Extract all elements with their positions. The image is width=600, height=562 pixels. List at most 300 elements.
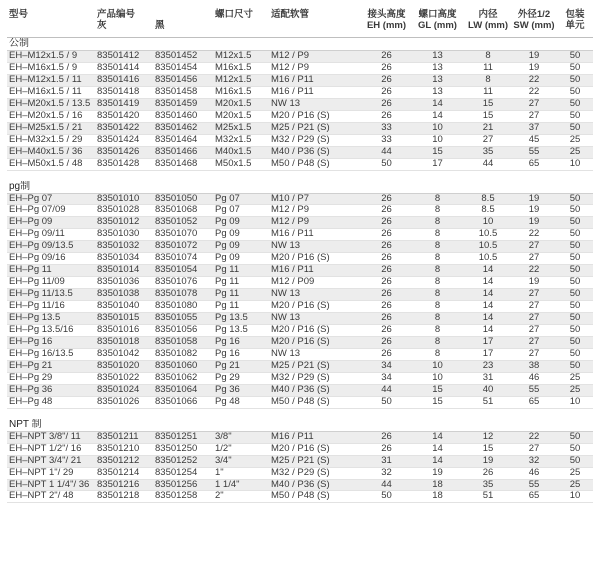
cell-hose: M50 / P48 (S) xyxy=(269,396,361,408)
header-code-grey: 产品编号 灰 xyxy=(97,9,136,31)
cell-lw: 23 xyxy=(463,360,511,372)
cell-sw: 55 xyxy=(511,384,555,396)
table-row xyxy=(7,372,593,384)
cell-thread: Pg 11 xyxy=(213,289,269,301)
cell-hose: M50 / P48 (S) xyxy=(269,158,361,170)
cell-hose: M12 / P09 xyxy=(269,277,361,289)
cell-eh: 26 xyxy=(361,289,410,301)
cell-pack: 50 xyxy=(555,336,593,348)
cell-gl: 17 xyxy=(410,158,463,170)
cell-eh: 26 xyxy=(361,229,410,241)
cell-thread: Pg 09 xyxy=(213,253,269,265)
cell-hose: NW 13 xyxy=(269,348,361,360)
cell-lw: 8 xyxy=(463,51,511,63)
cell-hose: M12 / P9 xyxy=(269,205,361,217)
cell-code-black: 83501072 xyxy=(153,241,213,253)
cell-eh: 26 xyxy=(361,193,410,205)
cell-sw: 19 xyxy=(511,62,555,74)
cell-lw: 10.5 xyxy=(463,241,511,253)
cell-lw: 31 xyxy=(463,372,511,384)
table-row xyxy=(7,122,593,134)
table-row xyxy=(7,348,593,360)
cell-code-grey: 83501015 xyxy=(95,313,153,325)
cell-lw: 17 xyxy=(463,336,511,348)
cell-lw: 8.5 xyxy=(463,193,511,205)
cell-code-grey: 83501036 xyxy=(95,277,153,289)
cell-lw: 21 xyxy=(463,122,511,134)
cell-eh: 26 xyxy=(361,74,410,86)
cell-model: EH–M32x1.5 / 29 xyxy=(7,134,95,146)
cell-model: EH–Pg 11/16 xyxy=(7,301,95,313)
cell-sw: 22 xyxy=(511,265,555,277)
cell-code-black: 83501052 xyxy=(153,217,213,229)
cell-lw: 10 xyxy=(463,217,511,229)
cell-thread: 3/8" xyxy=(213,431,269,443)
cell-model: EH–Pg 09/13.5 xyxy=(7,241,95,253)
cell-lw: 11 xyxy=(463,62,511,74)
cell-code-black: 83501050 xyxy=(153,193,213,205)
cell-sw: 38 xyxy=(511,360,555,372)
cell-gl: 15 xyxy=(410,146,463,158)
cell-sw: 22 xyxy=(511,229,555,241)
cell-eh: 26 xyxy=(361,301,410,313)
cell-hose: M20 / P16 (S) xyxy=(269,443,361,455)
cell-sw: 46 xyxy=(511,372,555,384)
spacer-cell xyxy=(7,170,593,181)
cell-thread: Pg 48 xyxy=(213,396,269,408)
cell-code-grey: 83501042 xyxy=(95,348,153,360)
cell-pack: 25 xyxy=(555,384,593,396)
cell-code-grey: 83501212 xyxy=(95,455,153,467)
cell-code-grey: 83501018 xyxy=(95,336,153,348)
cell-hose: M12 / P9 xyxy=(269,217,361,229)
cell-gl: 8 xyxy=(410,217,463,229)
cell-eh: 26 xyxy=(361,86,410,98)
cell-pack: 50 xyxy=(555,193,593,205)
cell-lw: 51 xyxy=(463,491,511,503)
cell-thread: M20x1.5 xyxy=(213,98,269,110)
cell-thread: Pg 36 xyxy=(213,384,269,396)
cell-thread: Pg 11 xyxy=(213,277,269,289)
cell-code-black: 83501062 xyxy=(153,372,213,384)
cell-code-grey: 83501024 xyxy=(95,384,153,396)
cell-thread: Pg 16 xyxy=(213,336,269,348)
cell-lw: 11 xyxy=(463,86,511,98)
cell-hose: M32 / P29 (S) xyxy=(269,134,361,146)
cell-lw: 17 xyxy=(463,348,511,360)
cell-eh: 32 xyxy=(361,467,410,479)
cell-pack: 10 xyxy=(555,491,593,503)
cell-code-black: 83501066 xyxy=(153,396,213,408)
table-row xyxy=(7,289,593,301)
cell-model: EH–M40x1.5 / 36 xyxy=(7,146,95,158)
cell-pack: 50 xyxy=(555,241,593,253)
cell-thread: Pg 09 xyxy=(213,241,269,253)
cell-lw: 15 xyxy=(463,443,511,455)
cell-hose: M40 / P36 (S) xyxy=(269,384,361,396)
section-title: NPT 制 xyxy=(7,419,593,432)
cell-hose: M16 / P11 xyxy=(269,265,361,277)
cell-sw: 27 xyxy=(511,443,555,455)
cell-model: EH–Pg 36 xyxy=(7,384,95,396)
cell-eh: 34 xyxy=(361,372,410,384)
section-title: pg制 xyxy=(7,181,593,194)
cell-code-grey: 83501211 xyxy=(95,431,153,443)
cell-code-black: 83501080 xyxy=(153,301,213,313)
cell-sw: 55 xyxy=(511,479,555,491)
cell-gl: 8 xyxy=(410,205,463,217)
cell-pack: 50 xyxy=(555,229,593,241)
cell-gl: 10 xyxy=(410,134,463,146)
cell-eh: 26 xyxy=(361,51,410,63)
cell-hose: NW 13 xyxy=(269,241,361,253)
cell-pack: 50 xyxy=(555,62,593,74)
cell-model: EH–M20x1.5 / 16 xyxy=(7,110,95,122)
cell-model: EH–Pg 09/11 xyxy=(7,229,95,241)
table-row xyxy=(7,74,593,86)
cell-code-grey: 83501428 xyxy=(95,158,153,170)
cell-sw: 65 xyxy=(511,491,555,503)
table-row xyxy=(7,62,593,74)
cell-eh: 26 xyxy=(361,325,410,337)
cell-thread: Pg 09 xyxy=(213,217,269,229)
cell-hose: M16 / P11 xyxy=(269,229,361,241)
cell-hose: M25 / P21 (S) xyxy=(269,122,361,134)
cell-model: EH–NPT 3/8"/ 11 xyxy=(7,431,95,443)
table-row xyxy=(7,265,593,277)
table-row xyxy=(7,134,593,146)
cell-code-grey: 83501012 xyxy=(95,217,153,229)
cell-code-black: 83501462 xyxy=(153,122,213,134)
cell-code-grey: 83501214 xyxy=(95,467,153,479)
cell-eh: 26 xyxy=(361,431,410,443)
table-row xyxy=(7,193,593,205)
cell-gl: 14 xyxy=(410,443,463,455)
cell-model: EH–NPT 1"/ 29 xyxy=(7,467,95,479)
cell-sw: 19 xyxy=(511,277,555,289)
cell-code-grey: 83501218 xyxy=(95,491,153,503)
cell-hose: M20 / P16 (S) xyxy=(269,336,361,348)
table-row xyxy=(7,146,593,158)
table-row xyxy=(7,301,593,313)
cell-code-grey: 83501412 xyxy=(95,51,153,63)
cell-model: EH–M25x1.5 / 21 xyxy=(7,122,95,134)
cell-model: EH–Pg 11/09 xyxy=(7,277,95,289)
cell-code-black: 83501452 xyxy=(153,51,213,63)
cell-sw: 27 xyxy=(511,348,555,360)
cell-sw: 32 xyxy=(511,455,555,467)
cell-code-black: 83501078 xyxy=(153,289,213,301)
cell-eh: 50 xyxy=(361,491,410,503)
cell-hose: NW 13 xyxy=(269,289,361,301)
table-row xyxy=(7,217,593,229)
cell-code-black: 83501464 xyxy=(153,134,213,146)
cell-thread: M50x1.5 xyxy=(213,158,269,170)
cell-sw: 22 xyxy=(511,74,555,86)
cell-pack: 50 xyxy=(555,51,593,63)
cell-code-black: 83501076 xyxy=(153,277,213,289)
cell-model: EH–Pg 48 xyxy=(7,396,95,408)
cell-code-grey: 83501418 xyxy=(95,86,153,98)
cell-pack: 25 xyxy=(555,479,593,491)
cell-model: EH–M50x1.5 / 48 xyxy=(7,158,95,170)
cell-thread: M16x1.5 xyxy=(213,62,269,74)
spacer-cell xyxy=(7,408,593,419)
cell-pack: 50 xyxy=(555,455,593,467)
cell-lw: 14 xyxy=(463,325,511,337)
cell-model: EH–NPT 2"/ 48 xyxy=(7,491,95,503)
cell-gl: 8 xyxy=(410,336,463,348)
cell-hose: M16 / P11 xyxy=(269,431,361,443)
cell-gl: 19 xyxy=(410,467,463,479)
cell-code-grey: 83501424 xyxy=(95,134,153,146)
cell-code-black: 83501466 xyxy=(153,146,213,158)
cell-gl: 8 xyxy=(410,313,463,325)
header-eh: 接头高度 EH (mm) xyxy=(366,9,407,31)
cell-code-black: 83501250 xyxy=(153,443,213,455)
cell-pack: 50 xyxy=(555,348,593,360)
table-row xyxy=(7,479,593,491)
cell-hose: M12 / P9 xyxy=(269,51,361,63)
cell-sw: 27 xyxy=(511,241,555,253)
table-row xyxy=(7,205,593,217)
cell-model: EH–NPT 1 1/4"/ 36 xyxy=(7,479,95,491)
cell-gl: 14 xyxy=(410,98,463,110)
cell-pack: 50 xyxy=(555,110,593,122)
cell-model: EH–Pg 09 xyxy=(7,217,95,229)
cell-sw: 19 xyxy=(511,217,555,229)
cell-code-grey: 83501014 xyxy=(95,265,153,277)
cell-hose: M40 / P36 (S) xyxy=(269,479,361,491)
header-model: 型号 xyxy=(9,9,29,20)
cell-sw: 65 xyxy=(511,396,555,408)
cell-lw: 35 xyxy=(463,479,511,491)
table-row xyxy=(7,229,593,241)
cell-thread: M20x1.5 xyxy=(213,110,269,122)
cell-eh: 44 xyxy=(361,146,410,158)
cell-lw: 10.5 xyxy=(463,253,511,265)
cell-thread: Pg 07 xyxy=(213,205,269,217)
cell-sw: 27 xyxy=(511,336,555,348)
cell-gl: 8 xyxy=(410,348,463,360)
cell-hose: M25 / P21 (S) xyxy=(269,360,361,372)
cell-pack: 10 xyxy=(555,158,593,170)
cell-sw: 22 xyxy=(511,86,555,98)
cell-gl: 14 xyxy=(410,110,463,122)
cell-thread: 2" xyxy=(213,491,269,503)
cell-code-black: 83501456 xyxy=(153,74,213,86)
cell-code-black: 83501454 xyxy=(153,62,213,74)
cell-sw: 55 xyxy=(511,146,555,158)
cell-sw: 46 xyxy=(511,467,555,479)
cell-lw: 15 xyxy=(463,98,511,110)
cell-code-black: 83501082 xyxy=(153,348,213,360)
cell-eh: 26 xyxy=(361,265,410,277)
cell-thread: 1 1/4" xyxy=(213,479,269,491)
cell-pack: 50 xyxy=(555,98,593,110)
cell-lw: 15 xyxy=(463,110,511,122)
cell-hose: M10 / P7 xyxy=(269,193,361,205)
table-row xyxy=(7,384,593,396)
cell-gl: 18 xyxy=(410,491,463,503)
section-header-row xyxy=(7,419,593,432)
cell-eh: 26 xyxy=(361,241,410,253)
cell-lw: 51 xyxy=(463,396,511,408)
cell-model: EH–M12x1.5 / 9 xyxy=(7,51,95,63)
cell-pack: 50 xyxy=(555,301,593,313)
cell-thread: 1" xyxy=(213,467,269,479)
cell-hose: M25 / P21 (S) xyxy=(269,455,361,467)
cell-code-grey: 83501022 xyxy=(95,372,153,384)
cell-code-grey: 83501210 xyxy=(95,443,153,455)
cell-sw: 22 xyxy=(511,431,555,443)
cell-eh: 26 xyxy=(361,336,410,348)
table-row xyxy=(7,325,593,337)
cell-lw: 44 xyxy=(463,158,511,170)
cell-thread: Pg 11 xyxy=(213,301,269,313)
cell-thread: Pg 16 xyxy=(213,348,269,360)
cell-code-black: 83501458 xyxy=(153,86,213,98)
cell-thread: M12x1.5 xyxy=(213,51,269,63)
header-lw: 内径 LW (mm) xyxy=(467,9,509,31)
cell-gl: 8 xyxy=(410,193,463,205)
cell-hose: M32 / P29 (S) xyxy=(269,467,361,479)
cell-model: EH–Pg 07/09 xyxy=(7,205,95,217)
cell-code-black: 83501068 xyxy=(153,205,213,217)
cell-thread: M32x1.5 xyxy=(213,134,269,146)
cell-hose: NW 13 xyxy=(269,313,361,325)
cell-thread: 1/2" xyxy=(213,443,269,455)
cell-pack: 50 xyxy=(555,122,593,134)
cell-code-black: 83501251 xyxy=(153,431,213,443)
cell-code-grey: 83501414 xyxy=(95,62,153,74)
cell-thread: Pg 21 xyxy=(213,360,269,372)
cell-sw: 19 xyxy=(511,51,555,63)
cell-model: EH–Pg 21 xyxy=(7,360,95,372)
table-row xyxy=(7,86,593,98)
cell-code-grey: 83501419 xyxy=(95,98,153,110)
cell-code-grey: 83501422 xyxy=(95,122,153,134)
spec-table xyxy=(7,8,593,503)
cell-sw: 65 xyxy=(511,158,555,170)
cell-eh: 34 xyxy=(361,360,410,372)
cell-gl: 15 xyxy=(410,384,463,396)
cell-model: EH–Pg 13.5/16 xyxy=(7,325,95,337)
cell-gl: 8 xyxy=(410,229,463,241)
cell-sw: 19 xyxy=(511,205,555,217)
cell-gl: 13 xyxy=(410,86,463,98)
cell-hose: M20 / P16 (S) xyxy=(269,110,361,122)
cell-lw: 26 xyxy=(463,467,511,479)
cell-model: EH–M12x1.5 / 11 xyxy=(7,74,95,86)
cell-model: EH–M16x1.5 / 11 xyxy=(7,86,95,98)
cell-pack: 50 xyxy=(555,443,593,455)
cell-code-black: 83501055 xyxy=(153,313,213,325)
cell-gl: 8 xyxy=(410,325,463,337)
cell-model: EH–Pg 09/16 xyxy=(7,253,95,265)
cell-lw: 27 xyxy=(463,134,511,146)
cell-thread: Pg 29 xyxy=(213,372,269,384)
header-row xyxy=(7,8,593,38)
cell-eh: 26 xyxy=(361,110,410,122)
cell-eh: 26 xyxy=(361,98,410,110)
table-row xyxy=(7,241,593,253)
cell-pack: 50 xyxy=(555,277,593,289)
section-title: 公制 xyxy=(7,38,593,51)
cell-lw: 35 xyxy=(463,146,511,158)
cell-lw: 14 xyxy=(463,265,511,277)
cell-sw: 19 xyxy=(511,193,555,205)
cell-eh: 33 xyxy=(361,122,410,134)
cell-sw: 27 xyxy=(511,301,555,313)
cell-eh: 26 xyxy=(361,205,410,217)
cell-code-black: 83501064 xyxy=(153,384,213,396)
cell-code-grey: 83501020 xyxy=(95,360,153,372)
cell-thread: M25x1.5 xyxy=(213,122,269,134)
cell-gl: 8 xyxy=(410,301,463,313)
cell-sw: 27 xyxy=(511,289,555,301)
cell-eh: 33 xyxy=(361,134,410,146)
cell-code-black: 83501070 xyxy=(153,229,213,241)
cell-gl: 15 xyxy=(410,396,463,408)
section-spacer xyxy=(7,408,593,419)
cell-code-grey: 83501030 xyxy=(95,229,153,241)
cell-lw: 10.5 xyxy=(463,229,511,241)
cell-pack: 50 xyxy=(555,313,593,325)
cell-model: EH–M16x1.5 / 9 xyxy=(7,62,95,74)
cell-code-grey: 83501016 xyxy=(95,325,153,337)
cell-eh: 26 xyxy=(361,313,410,325)
table-row xyxy=(7,455,593,467)
cell-code-grey: 83501010 xyxy=(95,193,153,205)
cell-lw: 8.5 xyxy=(463,205,511,217)
cell-eh: 26 xyxy=(361,443,410,455)
cell-hose: M16 / P11 xyxy=(269,74,361,86)
cell-lw: 14 xyxy=(463,277,511,289)
section-header-row xyxy=(7,181,593,194)
cell-model: EH–Pg 16/13.5 xyxy=(7,348,95,360)
cell-model: EH–Pg 11/13.5 xyxy=(7,289,95,301)
table-row xyxy=(7,110,593,122)
cell-model: EH–Pg 11 xyxy=(7,265,95,277)
cell-code-grey: 83501026 xyxy=(95,396,153,408)
cell-hose: M20 / P16 (S) xyxy=(269,325,361,337)
cell-code-black: 83501459 xyxy=(153,98,213,110)
cell-lw: 14 xyxy=(463,289,511,301)
cell-model: EH–Pg 16 xyxy=(7,336,95,348)
cell-model: EH–Pg 07 xyxy=(7,193,95,205)
section-spacer xyxy=(7,170,593,181)
cell-gl: 8 xyxy=(410,277,463,289)
header-code-black: 黑 xyxy=(155,20,165,31)
cell-eh: 31 xyxy=(361,455,410,467)
cell-pack: 50 xyxy=(555,360,593,372)
cell-pack: 25 xyxy=(555,134,593,146)
cell-sw: 27 xyxy=(511,110,555,122)
cell-lw: 14 xyxy=(463,313,511,325)
cell-code-grey: 83501216 xyxy=(95,479,153,491)
table-row xyxy=(7,253,593,265)
cell-gl: 13 xyxy=(410,74,463,86)
cell-pack: 25 xyxy=(555,146,593,158)
cell-thread: Pg 13.5 xyxy=(213,313,269,325)
table-row xyxy=(7,467,593,479)
cell-code-black: 83501460 xyxy=(153,110,213,122)
cell-pack: 50 xyxy=(555,431,593,443)
cell-eh: 44 xyxy=(361,479,410,491)
cell-eh: 44 xyxy=(361,384,410,396)
table-row xyxy=(7,443,593,455)
